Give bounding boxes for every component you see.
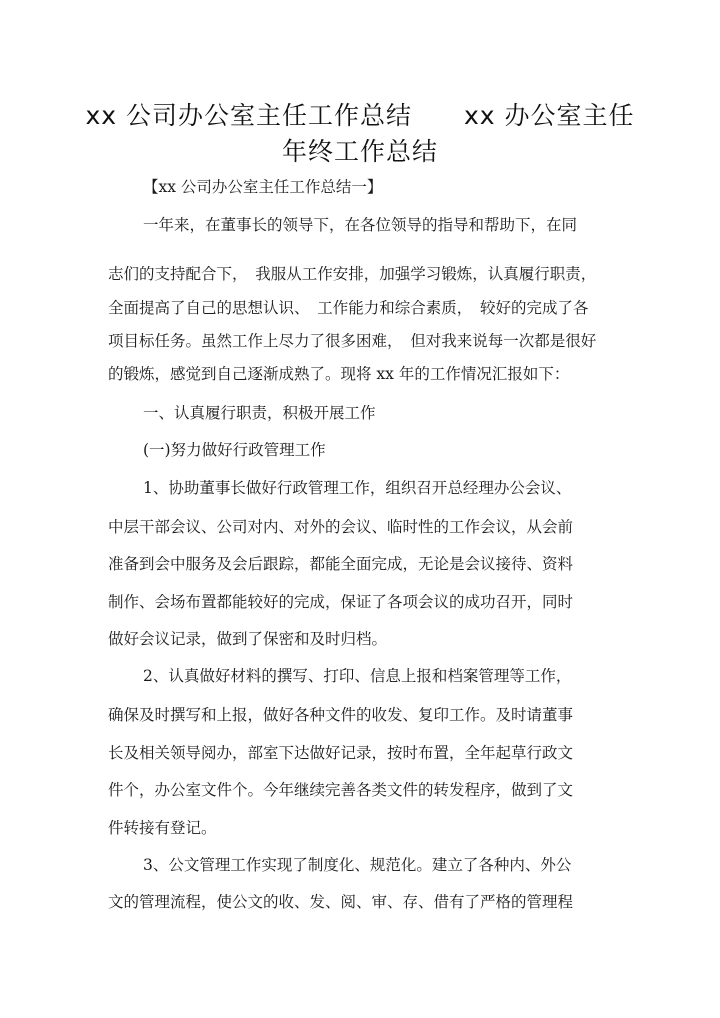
paragraph-line: 2、认真做好材料的撰写、打印、信息上报和档案管理等工作， [143, 667, 572, 685]
paragraph-line: 准备到会中服务及会后跟踪，都能全面完成，无论是会议接待、资料 [108, 555, 574, 573]
paragraph-line: 3、公文管理工作实现了制度化、规范化。建立了各种内、外公 [143, 856, 572, 874]
paragraph-line: 件转接有登记。 [108, 819, 217, 837]
paragraph-line: 中层干部会议、公司对内、对外的会议、临时性的工作会议，从会前 [108, 518, 574, 536]
heading-line: 一、认真履行职责，积极开展工作 [143, 404, 376, 422]
paragraph-line: 做好会议记录，做到了保密和及时归档。 [108, 630, 388, 648]
paragraph-line: 一年来，在董事长的领导下，在各位领导的指导和帮助下，在同 [143, 216, 578, 234]
paragraph-line: 志们的支持配合下， 我服从工作安排，加强学习锻炼，认真履行职责， [108, 265, 597, 283]
section-heading: 【xx 公司办公室主任工作总结一】 [143, 178, 383, 196]
document-title-line-1: xx 公司办公室主任工作总结 xx 办公室主任 [85, 101, 635, 130]
paragraph-line: 件个，办公室文件个。今年继续完善各类文件的转发程序，做到了文 [108, 781, 574, 799]
paragraph-line: 的锻炼，感觉到自己逐渐成熟了。现将 xx 年的工作情况汇报如下： [108, 365, 570, 383]
paragraph-line: 项目标任务。虽然工作上尽力了很多困难， 但对我来说每一次都是很好 [108, 332, 597, 350]
document-title-line-2: 年终工作总结 [281, 137, 438, 166]
paragraph-line: 制作、会场布置都能较好的完成，保证了各项会议的成功召开，同时 [108, 593, 574, 611]
subheading-line: (一)努力做好行政管理工作 [143, 441, 326, 459]
paragraph-line: 确保及时撰写和上报，做好各种文件的收发、复印工作。及时请董事 [108, 706, 574, 724]
paragraph-line: 1、协助董事长做好行政管理工作，组织召开总经理办公会议、 [143, 479, 572, 497]
paragraph-line: 长及相关领导阅办，部室下达做好记录，按时布置，全年起草行政文 [108, 744, 574, 762]
paragraph-line: 文的管理流程，使公文的收、发、阅、审、存、借有了严格的管理程 [108, 893, 574, 911]
paragraph-line: 全面提高了自己的思想认识、 工作能力和综合素质， 较好的完成了各 [108, 299, 589, 317]
